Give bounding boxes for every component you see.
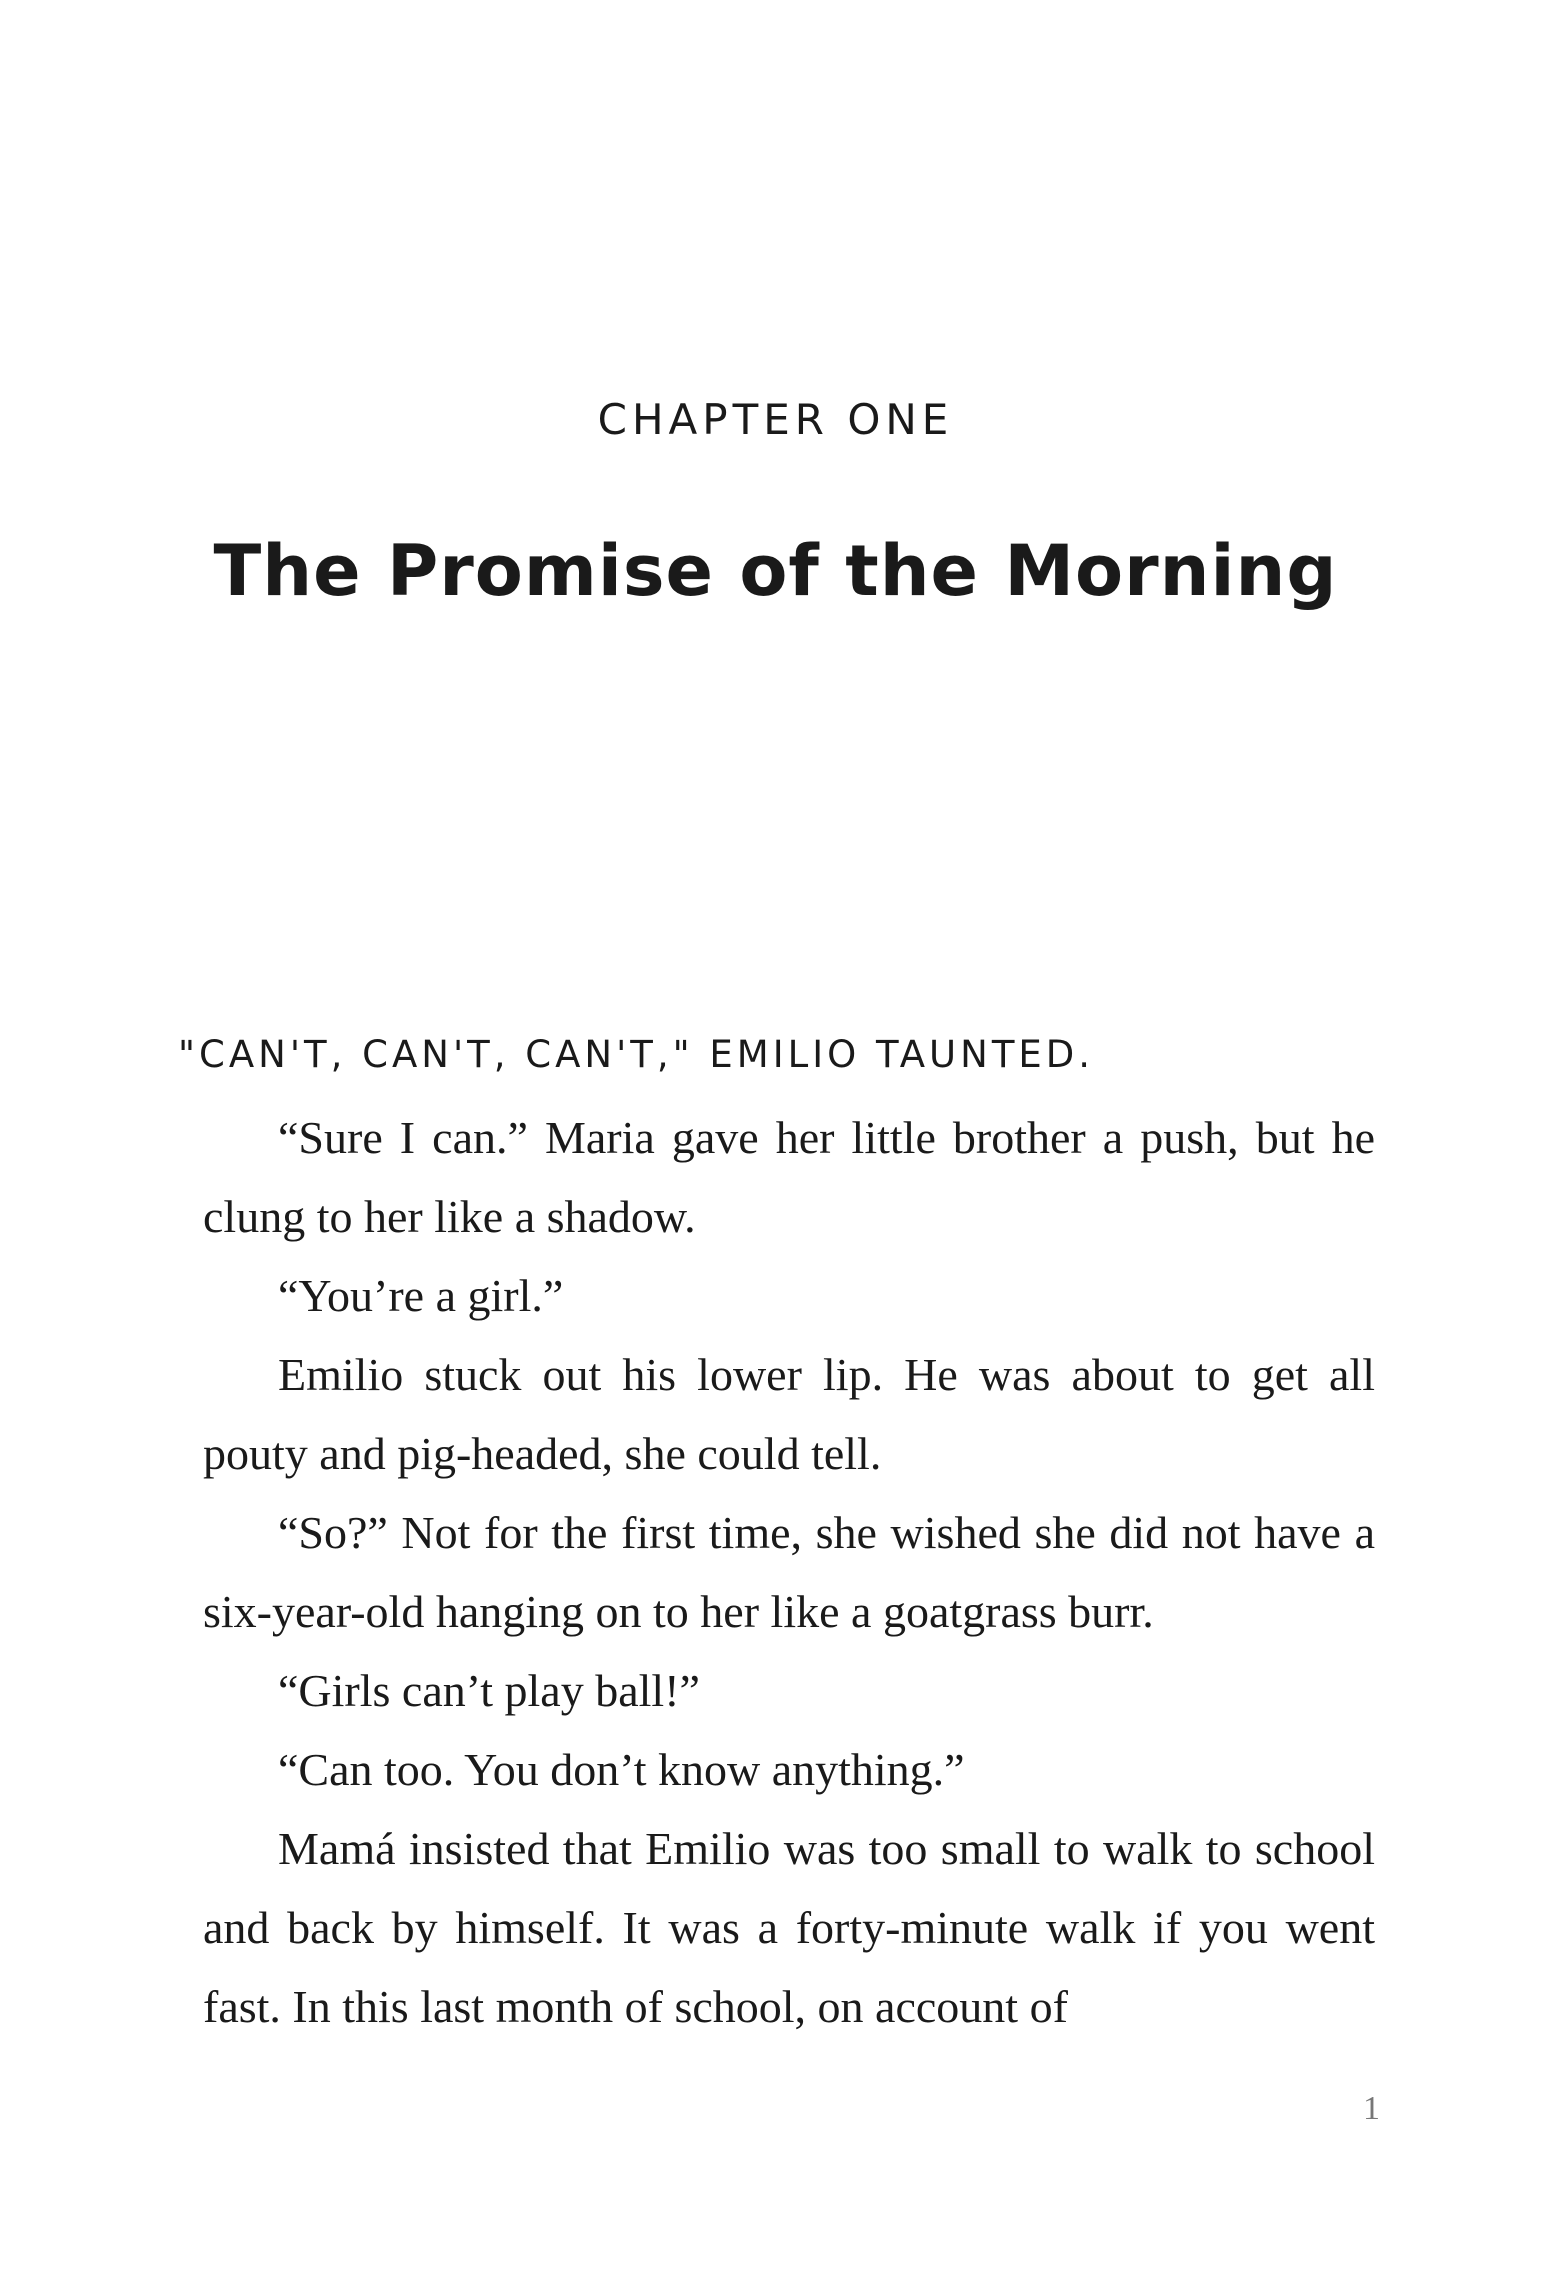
paragraph: “Can too. You don’t know anything.” (278, 1744, 965, 1795)
paragraph: Emilio stuck out his lower lip. He was about to get all pouty and pig-headed, she could tell. (203, 1349, 1375, 1479)
chapter-title: The Promise of the Morning (213, 530, 1338, 612)
lead-line: "CAN'T, CAN'T, CAN'T," EMILIO TAUNTED. (178, 1033, 1095, 1076)
paragraph: “So?” Not for the first time, she wished she did not have a six-year-old hanging on to her like a goatgrass burr. (203, 1507, 1375, 1637)
paragraph: Mamá insisted that Emilio was too small to walk to school and back by himself. It was a forty-minute walk if you went fast. In this last month of school, on account of (203, 1823, 1375, 2032)
body-text (203, 1098, 1375, 2046)
paragraph: “You’re a girl.” (278, 1270, 564, 1321)
chapter-label: CHAPTER ONE (597, 395, 954, 444)
page-number: 1 (1363, 2090, 1380, 2127)
paragraph: “Girls can’t play ball!” (278, 1665, 700, 1716)
paragraph: “Sure I can.” Maria gave her little brother a push, but he clung to her like a shadow. (203, 1112, 1375, 1242)
